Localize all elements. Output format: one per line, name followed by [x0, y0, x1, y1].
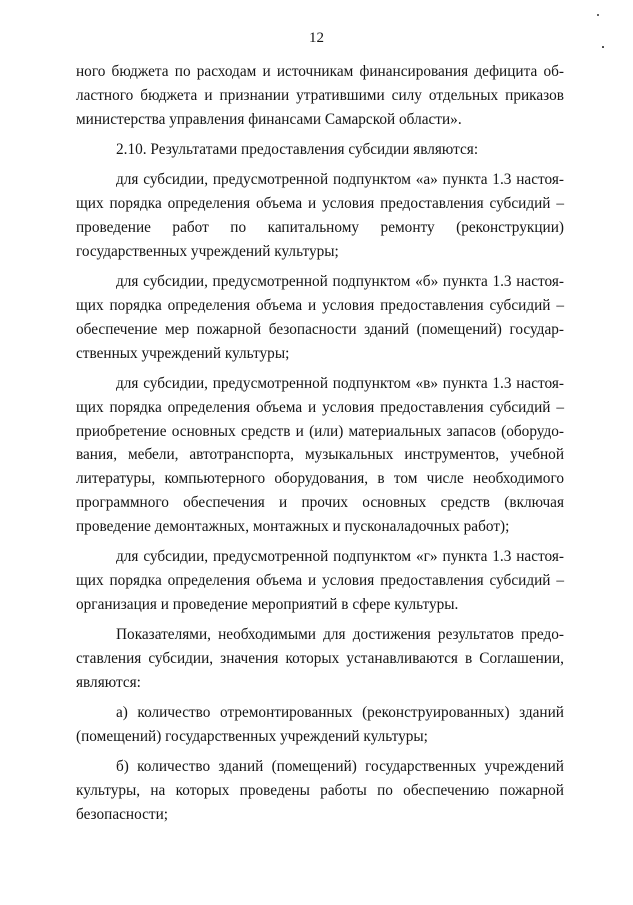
page-number: 12 — [309, 30, 324, 46]
paragraph-results-heading: 2.10. Результатами предоставления субсидии являются: — [116, 140, 479, 158]
paragraph-indicator-b: б) количество зданий (помещений) государственных учреждений культуры, на которых проведены работы по обеспечению пожарной безопасности; — [76, 758, 564, 823]
paragraph-subsidy-a: для субсидии, предусмотренной подпунктом «а» пункта 1.3 настоящих порядка определения объема и условия предоставления субсидий – проведение работ по капитальному ремонту (реконструкции) государственных учреждений культуры; — [76, 171, 564, 260]
paragraph-continuation: ного бюджета по расходам и источникам финансирования дефицита областного бюджета и признании утратившими силу отдельных приказов министерства управления финансами Самарской области». — [76, 63, 564, 128]
paragraph-subsidy-v: для субсидии, предусмотренной подпунктом «в» пункта 1.3 настоящих порядка определения объема и условия предоставления субсидий – приобретение основных средств и (или) материальных запасов (оборудования, мебели, автотранспорта, музыкальных инструментов, учебной литературы, компьютерного оборудования, в том числе необходимого программного обеспечения и прочих основных средств (включая проведение демонтажных, монтажных и пусконаладочных работ); — [76, 374, 564, 535]
scan-speck — [597, 14, 599, 16]
paragraph-indicator-a: а) количество отремонтированных (реконструированных) зданий (помещений) государственных учреждений культуры; — [76, 704, 564, 745]
paragraph-subsidy-b: для субсидии, предусмотренной подпунктом «б» пункта 1.3 настоящих порядка определения объема и условия предоставления субсидий – обеспечение мер пожарной безопасности зданий (помещений) государственных учреждений культуры; — [76, 273, 564, 362]
paragraph-subsidy-g: для субсидии, предусмотренной подпунктом «г» пункта 1.3 настоящих порядка определения объема и условия предоставления субсидий – организация и проведение мероприятий в сфере культуры. — [76, 548, 564, 613]
paragraph-indicators-intro: Показателями, необходимыми для достижения результатов предоставления субсидии, значения которых устанавливаются в Соглашении, являются: — [76, 626, 564, 691]
document-body — [76, 60, 564, 833]
